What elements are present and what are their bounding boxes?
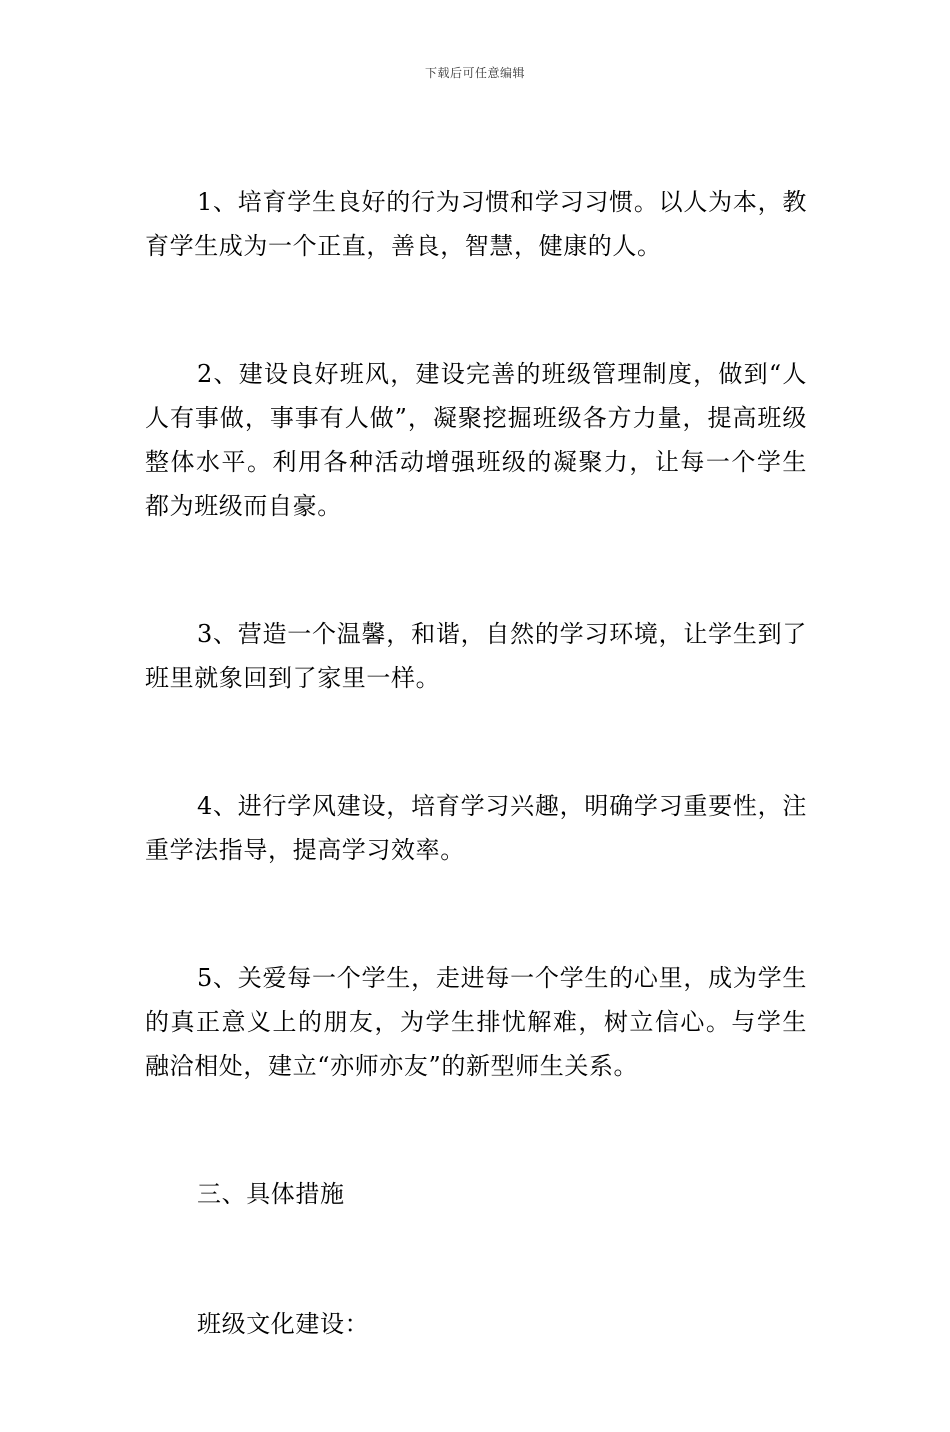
paragraph-goal-3: 3、营造一个温馨，和谐，自然的学习环境，让学生到了班里就象回到了家里一样。 [145,620,807,692]
section-heading: 三、具体措施 [197,1180,345,1208]
paragraph-goal-5: 5、关爱每一个学生，走进每一个学生的心里，成为学生的真正意义上的朋友，为学生排忧解难，树立信心。与学生融洽相处，建立“亦师亦友”的新型师生关系。 [145,964,807,1080]
document-body [145,180,807,1432]
page-header: 下载后可任意编辑 [424,66,525,80]
subsection-heading: 班级文化建设： [197,1310,370,1338]
paragraph-goal-1: 1、培育学生良好的行为习惯和学习习惯。以人为本，教育学生成为一个正直，善良，智慧，健康的人。 [145,188,807,260]
paragraph-goal-2: 2、建设良好班风，建设完善的班级管理制度，做到“人人有事做，事事有人做”，凝聚挖掘班级各方力量，提高班级整体水平。利用各种活动增强班级的凝聚力，让每一个学生都为班级而自豪。 [145,360,807,520]
paragraph-goal-4: 4、进行学风建设，培育学习兴趣，明确学习重要性，注重学法指导，提高学习效率。 [145,792,807,864]
